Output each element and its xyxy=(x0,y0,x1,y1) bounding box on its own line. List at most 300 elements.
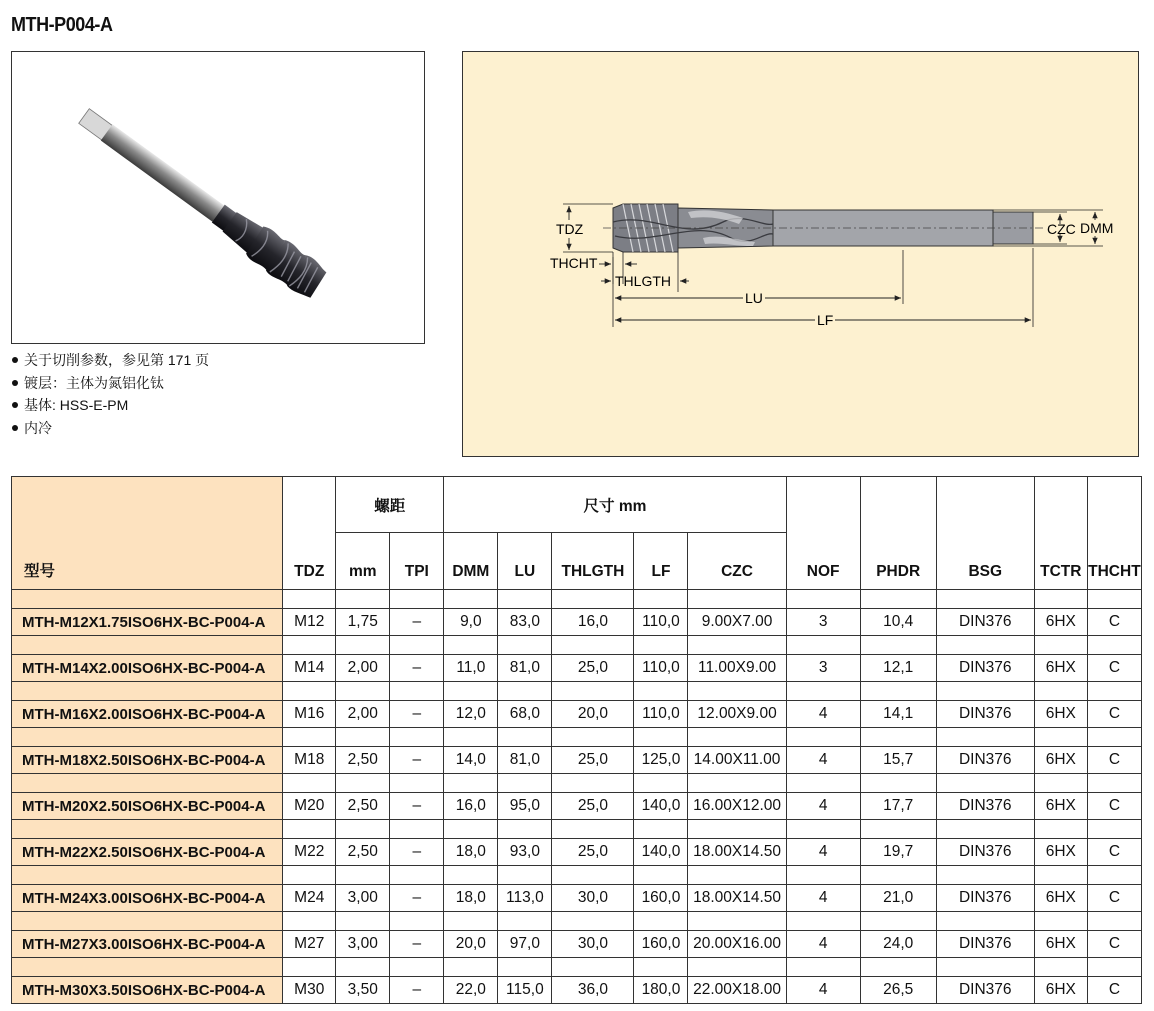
model-cell: MTH-M16X2.00ISO6HX-BC-P004-A xyxy=(12,701,283,728)
spacer-cell xyxy=(860,682,936,701)
spacer-cell xyxy=(498,958,552,977)
spacer-cell xyxy=(688,590,786,609)
spacer-cell xyxy=(12,866,283,885)
table-cell: DIN376 xyxy=(936,931,1034,958)
table-cell: C xyxy=(1087,655,1141,682)
label-thlgth: THLGTH xyxy=(615,273,671,289)
table-cell: 4 xyxy=(786,977,860,1004)
label-czc: CZC xyxy=(1047,221,1076,237)
spacer-cell xyxy=(444,774,498,793)
table-cell: 6HX xyxy=(1034,839,1087,866)
spacer-cell xyxy=(1087,774,1141,793)
header-group-dims: 尺寸 mm xyxy=(444,477,786,533)
table-cell: 140,0 xyxy=(634,839,688,866)
spacer-cell xyxy=(1034,958,1087,977)
table-row xyxy=(12,977,1142,1004)
spacer-cell xyxy=(283,682,336,701)
spacer-cell xyxy=(936,820,1034,839)
table-cell: DIN376 xyxy=(936,977,1034,1004)
table-cell: 12,1 xyxy=(860,655,936,682)
table-cell: 15,7 xyxy=(860,747,936,774)
table-spacer-row xyxy=(12,682,1142,701)
table-cell: 26,5 xyxy=(860,977,936,1004)
spacer-cell xyxy=(552,820,634,839)
header-group-pitch: 螺距 xyxy=(336,477,444,533)
table-spacer-row xyxy=(12,912,1142,931)
spacer-cell xyxy=(1034,590,1087,609)
spacer-cell xyxy=(283,774,336,793)
spacer-cell xyxy=(860,912,936,931)
spacer-cell xyxy=(688,912,786,931)
bullet-icon xyxy=(12,357,18,363)
table-cell: – xyxy=(390,977,444,1004)
header-phdr: PHDR xyxy=(860,477,936,590)
table-cell: 20,0 xyxy=(444,931,498,958)
spacer-cell xyxy=(283,912,336,931)
bullet-icon xyxy=(12,402,18,408)
table-cell: 68,0 xyxy=(498,701,552,728)
spacer-cell xyxy=(444,958,498,977)
dimension-diagram xyxy=(462,51,1139,457)
spacer-cell xyxy=(634,866,688,885)
bullet-icon xyxy=(12,425,18,431)
table-cell: 6HX xyxy=(1034,931,1087,958)
header-bsg: BSG xyxy=(936,477,1034,590)
header-lf: LF xyxy=(634,533,688,590)
spacer-cell xyxy=(860,958,936,977)
table-cell: 6HX xyxy=(1034,885,1087,912)
table-cell: 180,0 xyxy=(634,977,688,1004)
spacer-cell xyxy=(390,820,444,839)
spacer-cell xyxy=(390,958,444,977)
spacer-cell xyxy=(12,912,283,931)
spacer-cell xyxy=(860,820,936,839)
header-czc: CZC xyxy=(688,533,786,590)
spacer-cell xyxy=(936,774,1034,793)
spacer-cell xyxy=(1087,912,1141,931)
table-cell: C xyxy=(1087,977,1141,1004)
table-cell: 36,0 xyxy=(552,977,634,1004)
table-cell: C xyxy=(1087,931,1141,958)
spacer-cell xyxy=(1034,912,1087,931)
spec-table-body xyxy=(12,590,1142,1004)
spacer-cell xyxy=(444,820,498,839)
table-cell: M27 xyxy=(283,931,336,958)
spacer-cell xyxy=(390,636,444,655)
model-cell: MTH-M12X1.75ISO6HX-BC-P004-A xyxy=(12,609,283,636)
table-row xyxy=(12,701,1142,728)
header-thcht: THCHT xyxy=(1087,477,1141,590)
spacer-cell xyxy=(336,682,390,701)
spacer-cell xyxy=(688,958,786,977)
table-cell: 12,0 xyxy=(444,701,498,728)
spacer-cell xyxy=(786,912,860,931)
table-cell: M16 xyxy=(283,701,336,728)
spacer-cell xyxy=(1034,728,1087,747)
table-cell: DIN376 xyxy=(936,793,1034,820)
table-cell: M20 xyxy=(283,793,336,820)
spacer-cell xyxy=(390,682,444,701)
header-nof: NOF xyxy=(786,477,860,590)
header-tdz: TDZ xyxy=(283,477,336,590)
spacer-cell xyxy=(786,958,860,977)
spacer-cell xyxy=(936,636,1034,655)
spacer-cell xyxy=(936,682,1034,701)
spacer-cell xyxy=(336,820,390,839)
spacer-cell xyxy=(12,958,283,977)
table-cell: C xyxy=(1087,839,1141,866)
table-cell: 3,00 xyxy=(336,885,390,912)
table-spacer-row xyxy=(12,958,1142,977)
spacer-cell xyxy=(498,590,552,609)
spacer-cell xyxy=(498,820,552,839)
table-cell: 110,0 xyxy=(634,655,688,682)
table-cell: 115,0 xyxy=(498,977,552,1004)
table-cell: 22.00X18.00 xyxy=(688,977,786,1004)
page-title: MTH-P004-A xyxy=(11,14,113,36)
table-spacer-row xyxy=(12,774,1142,793)
label-lf: LF xyxy=(817,312,834,328)
table-cell: M12 xyxy=(283,609,336,636)
table-cell: – xyxy=(390,701,444,728)
header-tpi: TPI xyxy=(390,533,444,590)
spacer-cell xyxy=(860,774,936,793)
table-spacer-row xyxy=(12,728,1142,747)
header-dmm: DMM xyxy=(444,533,498,590)
spacer-cell xyxy=(336,636,390,655)
table-cell: 4 xyxy=(786,701,860,728)
product-photo xyxy=(11,51,425,344)
table-cell: 3 xyxy=(786,609,860,636)
table-cell: 6HX xyxy=(1034,747,1087,774)
spacer-cell xyxy=(12,636,283,655)
spacer-cell xyxy=(336,958,390,977)
spacer-cell xyxy=(634,820,688,839)
spacer-cell xyxy=(444,728,498,747)
table-row xyxy=(12,655,1142,682)
spacer-cell xyxy=(498,866,552,885)
table-cell: DIN376 xyxy=(936,839,1034,866)
spacer-cell xyxy=(1087,728,1141,747)
bullet-icon xyxy=(12,380,18,386)
spacer-cell xyxy=(786,866,860,885)
model-cell: MTH-M14X2.00ISO6HX-BC-P004-A xyxy=(12,655,283,682)
table-cell: 110,0 xyxy=(634,701,688,728)
table-cell: 11,0 xyxy=(444,655,498,682)
table-cell: 81,0 xyxy=(498,747,552,774)
model-cell: MTH-M22X2.50ISO6HX-BC-P004-A xyxy=(12,839,283,866)
table-cell: 9.00X7.00 xyxy=(688,609,786,636)
spacer-cell xyxy=(786,682,860,701)
table-cell: 4 xyxy=(786,747,860,774)
table-cell: 18.00X14.50 xyxy=(688,885,786,912)
table-cell: 25,0 xyxy=(552,839,634,866)
spacer-cell xyxy=(1087,682,1141,701)
table-cell: 4 xyxy=(786,839,860,866)
table-cell: 125,0 xyxy=(634,747,688,774)
spacer-cell xyxy=(336,866,390,885)
table-cell: 4 xyxy=(786,793,860,820)
spacer-cell xyxy=(444,866,498,885)
model-cell: MTH-M18X2.50ISO6HX-BC-P004-A xyxy=(12,747,283,774)
table-cell: 16.00X12.00 xyxy=(688,793,786,820)
spacer-cell xyxy=(498,636,552,655)
spacer-cell xyxy=(552,866,634,885)
table-cell: 30,0 xyxy=(552,931,634,958)
spacer-cell xyxy=(12,682,283,701)
spacer-cell xyxy=(634,682,688,701)
table-cell: 113,0 xyxy=(498,885,552,912)
table-cell: M22 xyxy=(283,839,336,866)
table-cell: 2,50 xyxy=(336,839,390,866)
spacer-cell xyxy=(860,728,936,747)
table-cell: 25,0 xyxy=(552,655,634,682)
spacer-cell xyxy=(336,912,390,931)
table-cell: DIN376 xyxy=(936,655,1034,682)
table-spacer-row xyxy=(12,636,1142,655)
spacer-cell xyxy=(552,958,634,977)
spacer-cell xyxy=(498,912,552,931)
spacer-cell xyxy=(786,590,860,609)
spacer-cell xyxy=(688,774,786,793)
table-cell: 9,0 xyxy=(444,609,498,636)
table-cell: 6HX xyxy=(1034,977,1087,1004)
table-row xyxy=(12,885,1142,912)
tap-photo-illustration xyxy=(12,52,424,343)
table-cell: 2,50 xyxy=(336,793,390,820)
table-row xyxy=(12,793,1142,820)
spacer-cell xyxy=(12,820,283,839)
table-row xyxy=(12,931,1142,958)
note-item: 基体: HSS-E-PM xyxy=(11,394,209,417)
table-cell: 3 xyxy=(786,655,860,682)
notes-list xyxy=(11,349,209,439)
spacer-cell xyxy=(444,912,498,931)
spacer-cell xyxy=(1034,866,1087,885)
header-model: 型号 xyxy=(12,477,283,590)
spacer-cell xyxy=(552,912,634,931)
spacer-cell xyxy=(688,728,786,747)
table-cell: 160,0 xyxy=(634,885,688,912)
spacer-cell xyxy=(283,866,336,885)
spacer-cell xyxy=(336,774,390,793)
tap-drawing xyxy=(463,52,1138,456)
table-cell: 21,0 xyxy=(860,885,936,912)
spacer-cell xyxy=(634,636,688,655)
spacer-cell xyxy=(283,590,336,609)
table-cell: 25,0 xyxy=(552,747,634,774)
spacer-cell xyxy=(444,590,498,609)
spacer-cell xyxy=(786,636,860,655)
spacer-cell xyxy=(688,636,786,655)
spacer-cell xyxy=(688,820,786,839)
table-cell: – xyxy=(390,839,444,866)
table-cell: 18.00X14.50 xyxy=(688,839,786,866)
model-cell: MTH-M24X3.00ISO6HX-BC-P004-A xyxy=(12,885,283,912)
spacer-cell xyxy=(12,728,283,747)
table-cell: 3,00 xyxy=(336,931,390,958)
table-cell: 2,50 xyxy=(336,747,390,774)
table-spacer-row xyxy=(12,590,1142,609)
table-cell: 25,0 xyxy=(552,793,634,820)
spacer-cell xyxy=(390,866,444,885)
table-cell: 14,0 xyxy=(444,747,498,774)
spacer-cell xyxy=(1034,820,1087,839)
table-cell: C xyxy=(1087,885,1141,912)
spacer-cell xyxy=(498,774,552,793)
table-cell: M14 xyxy=(283,655,336,682)
table-cell: M18 xyxy=(283,747,336,774)
table-cell: – xyxy=(390,885,444,912)
spacer-cell xyxy=(552,636,634,655)
model-cell: MTH-M20X2.50ISO6HX-BC-P004-A xyxy=(12,793,283,820)
label-tdz: TDZ xyxy=(556,221,584,237)
spacer-cell xyxy=(552,774,634,793)
table-cell: – xyxy=(390,793,444,820)
spacer-cell xyxy=(1034,682,1087,701)
table-cell: 2,00 xyxy=(336,655,390,682)
note-item: 关于切削参数，参见第 171 页 xyxy=(11,349,209,372)
spacer-cell xyxy=(1087,636,1141,655)
spacer-cell xyxy=(688,682,786,701)
header-thlgth: THLGTH xyxy=(552,533,634,590)
spacer-cell xyxy=(786,728,860,747)
table-cell: 20,0 xyxy=(552,701,634,728)
spacer-cell xyxy=(336,590,390,609)
table-cell: C xyxy=(1087,793,1141,820)
table-spacer-row xyxy=(12,866,1142,885)
table-cell: 6HX xyxy=(1034,793,1087,820)
spacer-cell xyxy=(12,774,283,793)
spacer-cell xyxy=(552,728,634,747)
spacer-cell xyxy=(12,590,283,609)
spacer-cell xyxy=(444,682,498,701)
table-cell: 12.00X9.00 xyxy=(688,701,786,728)
label-lu: LU xyxy=(745,290,763,306)
table-cell: 19,7 xyxy=(860,839,936,866)
table-cell: C xyxy=(1087,747,1141,774)
table-cell: 6HX xyxy=(1034,655,1087,682)
table-cell: 81,0 xyxy=(498,655,552,682)
spacer-cell xyxy=(1087,866,1141,885)
table-cell: 95,0 xyxy=(498,793,552,820)
table-cell: 1,75 xyxy=(336,609,390,636)
spacer-cell xyxy=(552,590,634,609)
spec-table xyxy=(11,476,1142,1004)
table-cell: DIN376 xyxy=(936,747,1034,774)
spacer-cell xyxy=(1087,820,1141,839)
spacer-cell xyxy=(634,590,688,609)
table-cell: 22,0 xyxy=(444,977,498,1004)
table-cell: 24,0 xyxy=(860,931,936,958)
spacer-cell xyxy=(390,912,444,931)
spacer-cell xyxy=(498,682,552,701)
spacer-cell xyxy=(936,958,1034,977)
table-cell: 6HX xyxy=(1034,609,1087,636)
spacer-cell xyxy=(634,728,688,747)
spacer-cell xyxy=(390,728,444,747)
spacer-cell xyxy=(688,866,786,885)
table-cell: 3,50 xyxy=(336,977,390,1004)
table-cell: – xyxy=(390,655,444,682)
spacer-cell xyxy=(936,728,1034,747)
model-cell: MTH-M30X3.50ISO6HX-BC-P004-A xyxy=(12,977,283,1004)
table-cell: 83,0 xyxy=(498,609,552,636)
spacer-cell xyxy=(283,958,336,977)
table-cell: – xyxy=(390,931,444,958)
spacer-cell xyxy=(283,728,336,747)
spacer-cell xyxy=(786,820,860,839)
spacer-cell xyxy=(860,866,936,885)
table-cell: C xyxy=(1087,701,1141,728)
spacer-cell xyxy=(936,866,1034,885)
label-thcht: THCHT xyxy=(550,255,598,271)
table-cell: 20.00X16.00 xyxy=(688,931,786,958)
spacer-cell xyxy=(634,774,688,793)
table-cell: 14,1 xyxy=(860,701,936,728)
table-cell: – xyxy=(390,747,444,774)
header-lu: LU xyxy=(498,533,552,590)
table-row xyxy=(12,747,1142,774)
spacer-cell xyxy=(390,590,444,609)
spacer-cell xyxy=(860,636,936,655)
spacer-cell xyxy=(786,774,860,793)
table-cell: DIN376 xyxy=(936,701,1034,728)
table-cell: C xyxy=(1087,609,1141,636)
table-cell: DIN376 xyxy=(936,609,1034,636)
table-cell: 10,4 xyxy=(860,609,936,636)
spacer-cell xyxy=(936,590,1034,609)
table-cell: 16,0 xyxy=(552,609,634,636)
table-cell: 18,0 xyxy=(444,839,498,866)
table-cell: 2,00 xyxy=(336,701,390,728)
spacer-cell xyxy=(1087,958,1141,977)
table-cell: 11.00X9.00 xyxy=(688,655,786,682)
table-cell: M30 xyxy=(283,977,336,1004)
table-spacer-row xyxy=(12,820,1142,839)
spacer-cell xyxy=(1034,636,1087,655)
table-cell: 97,0 xyxy=(498,931,552,958)
table-cell: 6HX xyxy=(1034,701,1087,728)
spacer-cell xyxy=(1034,774,1087,793)
table-cell: 93,0 xyxy=(498,839,552,866)
spacer-cell xyxy=(552,682,634,701)
header-mm: mm xyxy=(336,533,390,590)
note-item: 镀层：主体为氮铝化钛 xyxy=(11,372,209,395)
table-cell: 110,0 xyxy=(634,609,688,636)
spacer-cell xyxy=(283,636,336,655)
spacer-cell xyxy=(390,774,444,793)
spacer-cell xyxy=(634,958,688,977)
spacer-cell xyxy=(1087,590,1141,609)
header-tctr: TCTR xyxy=(1034,477,1087,590)
table-cell: 30,0 xyxy=(552,885,634,912)
model-cell: MTH-M27X3.00ISO6HX-BC-P004-A xyxy=(12,931,283,958)
table-cell: 18,0 xyxy=(444,885,498,912)
spacer-cell xyxy=(498,728,552,747)
spacer-cell xyxy=(860,590,936,609)
table-cell: 160,0 xyxy=(634,931,688,958)
note-item: 内冷 xyxy=(11,417,209,440)
spacer-cell xyxy=(444,636,498,655)
table-cell: 140,0 xyxy=(634,793,688,820)
table-row xyxy=(12,839,1142,866)
table-cell: – xyxy=(390,609,444,636)
table-cell: 4 xyxy=(786,885,860,912)
table-cell: 14.00X11.00 xyxy=(688,747,786,774)
table-cell: 16,0 xyxy=(444,793,498,820)
spacer-cell xyxy=(634,912,688,931)
